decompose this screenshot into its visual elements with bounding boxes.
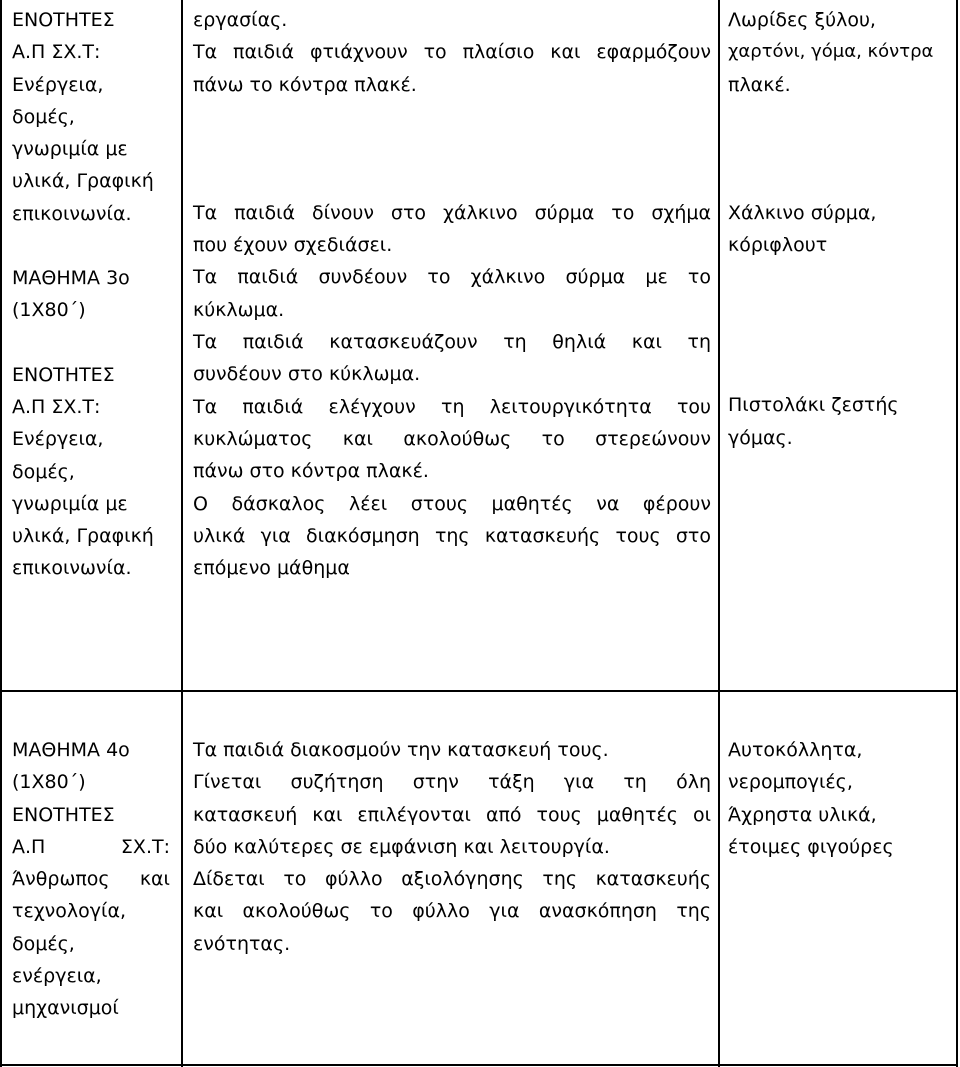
materials-line: Λωρίδες ξύλου, [728,9,876,31]
spacer [728,165,956,197]
unit-text: ενέργεια, [12,965,102,988]
row2-materials-cell [728,734,956,863]
activity-line: ενότητας. [193,932,291,955]
row1-activities-cell [193,4,711,584]
unit-text: δομές, [12,460,75,483]
spacer [728,133,956,165]
materials-line: Άχρηστα υλικά, [728,803,877,826]
materials-line: Αυτοκόλλητα, [728,739,863,761]
activity-line: Δίδεται το φύλλο αξιολόγησης της κατασκευής [193,868,711,891]
spacer [12,230,170,262]
row-divider [0,690,958,692]
unit-text: Ενέργεια, [12,428,104,451]
row1-units-cell [12,4,170,585]
activity-line: υλικά για διακόσμηση της κατασκευής τους στο [193,524,711,547]
materials-line: πλακέ. [728,73,791,96]
activity-line: κυκλώματος και ακολούθως το στερεώνουν [193,427,711,450]
materials-line: Χάλκινο σύρμα, [728,201,877,224]
lesson-title: ΜΑΘΗΜΑ 4ο [12,739,130,761]
unit-text: υλικά, Γραφική [12,170,154,193]
spacer [728,261,956,293]
materials-line: χαρτόνι, γόμα, κόντρα [728,41,934,63]
activity-line: που έχουν σχεδιάσει. [193,234,393,257]
column-divider-2 [718,0,720,1067]
spacer [12,327,170,359]
activity-line: Τα παιδιά συνδέουν το χάλκινο σύρμα με το [193,266,711,289]
activity-line: πάνω το κόντρα πλακέ. [193,73,417,96]
spacer [193,133,711,165]
spacer [728,325,956,357]
activity-line: συνδέουν στο κύκλωμα. [193,363,421,386]
activity-line: και ακολούθως το φύλλο για ανασκόπηση της [193,900,711,923]
activity-line: Τα παιδιά φτιάχνουν το πλαίσιο και εφαρμόζουν [193,41,711,64]
row2-activities-cell [193,734,711,960]
unit-text: τεχνολογία, [12,900,127,923]
row1-materials-cell [728,4,956,454]
activity-line: Τα παιδιά κατασκευάζουν τη θηλιά και τη [193,331,711,354]
materials-line: γόμας. [728,426,793,449]
lesson-duration: (1Χ80΄) [12,771,86,794]
activity-line: πάνω στο κόντρα πλακέ. [193,460,429,483]
materials-line: κόριφλουτ [728,234,828,257]
activity-line: εργασίας. [193,9,288,31]
activity-line: επόμενο μάθημα [193,557,350,580]
unit-text: μηχανισμοί [12,997,119,1020]
activity-line: Τα παιδιά δίνουν στο χάλκινο σύρμα το σχήμα [193,201,711,224]
activity-line: Τα παιδιά διακοσμούν την κατασκευή τους. [193,739,609,761]
table-border-bottom [0,1064,958,1066]
lesson-duration: (1Χ80΄) [12,299,86,322]
activity-line: δύο καλύτερες σε εμφάνιση και λειτουργία. [193,835,610,858]
materials-line: έτοιμες φιγούρες [728,835,894,858]
activity-line: Γίνεται συζήτηση στην τάξη για τη όλη [193,771,711,794]
unit-text: υλικά, Γραφική [12,525,154,548]
curriculum-label: Α.Π ΣΧ.Τ: [12,41,101,64]
unit-text: Ενέργεια, [12,73,104,96]
materials-line: Πιστολάκι ζεστής [728,394,899,417]
activity-line: κατασκευή και επιλέγονται από τους μαθητές οι [193,803,711,826]
spacer [193,165,711,197]
units-heading: ΕΝΟΤΗΤΕΣ [12,803,115,826]
materials-line: νερομπογιές, [728,771,853,794]
unit-text: δομές, [12,105,75,128]
spacer [728,293,956,325]
spacer [193,101,711,133]
activity-line: Ο δάσκαλος λέει στους μαθητές να φέρουν [193,492,711,515]
unit-text: γνωριμία με [12,138,128,161]
curriculum-label: Α.Π ΣΧ.Τ: [12,395,101,418]
spacer [728,357,956,389]
activity-line: κύκλωμα. [193,298,285,321]
unit-text: γνωριμία με [12,492,128,515]
activity-line: Τα παιδιά ελέγχουν τη λειτουργικότητα του [193,395,711,418]
curriculum-label: Α.Π ΣΧ.Τ: [12,835,170,858]
unit-text: δομές, [12,932,75,955]
table-border-right [956,0,958,1067]
spacer [728,101,956,133]
units-heading: ΕΝΟΤΗΤΕΣ [12,363,115,386]
table-border-left [0,0,2,1067]
column-divider-1 [181,0,183,1067]
unit-text: επικοινωνία. [12,202,132,225]
unit-text: επικοινωνία. [12,557,132,580]
unit-text: Άνθρωπος και [12,868,170,891]
row2-units-cell [12,734,170,1025]
units-heading: ΕΝΟΤΗΤΕΣ [12,9,115,31]
lesson-title: ΜΑΘΗΜΑ 3ο [12,267,130,290]
